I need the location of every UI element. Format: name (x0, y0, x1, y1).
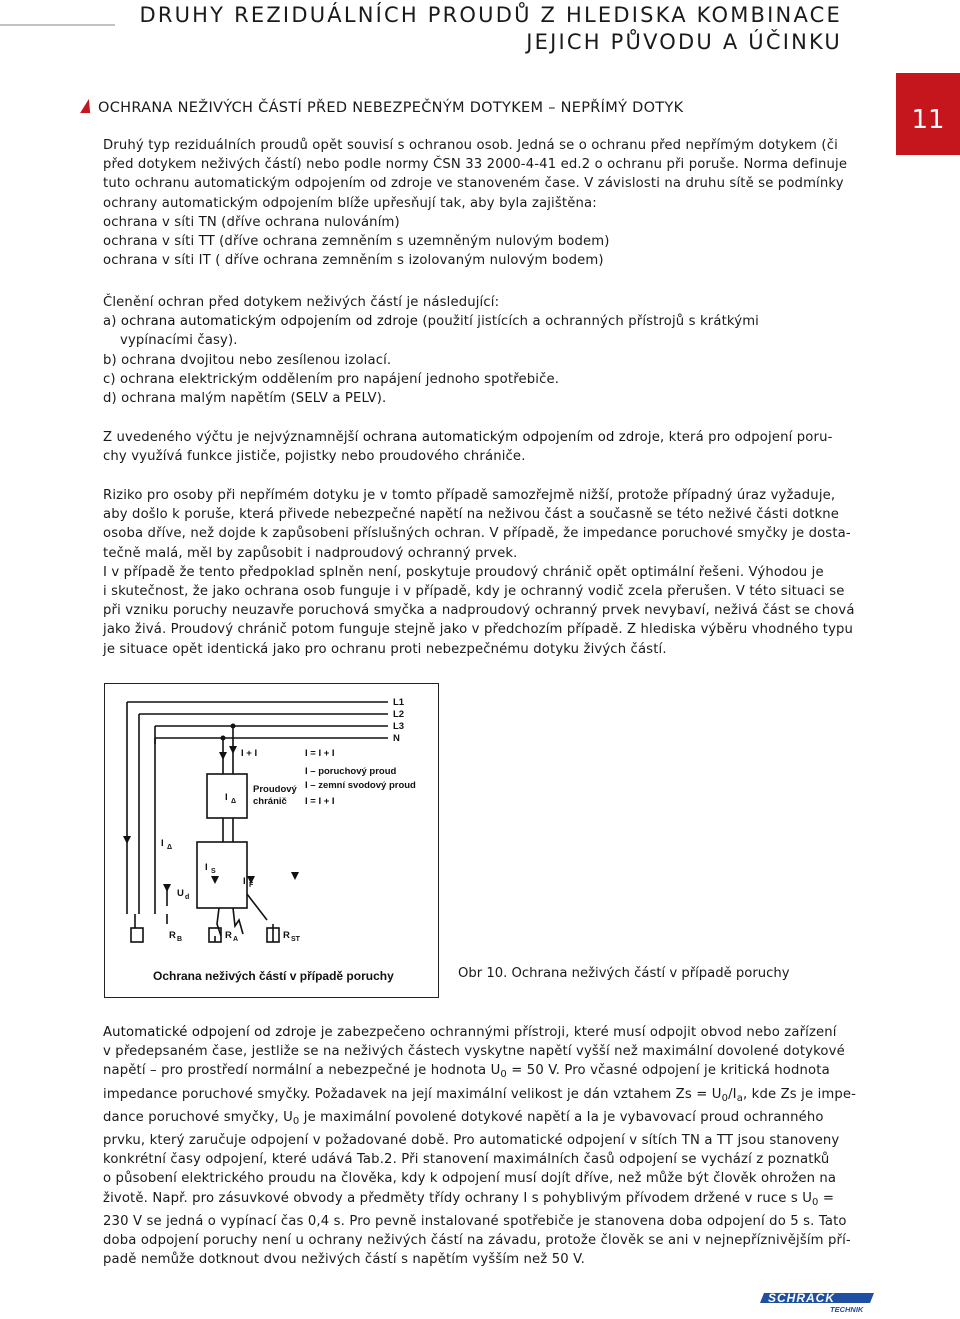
text-run: = (818, 1190, 835, 1206)
summary-post: která pro odpojení poru- (664, 430, 833, 445)
text-line: padě nemůže dotknout dvou neživých částí s napětím vyšším než 50 V. (103, 1252, 585, 1268)
division-lead: Členění ochran před dotykem neživých částí je následující: (103, 295, 500, 310)
intro-paragraph (103, 136, 873, 270)
text-line: doba odpojení poruchy není u ochrany neživých částí na závadu, protože člověk se ani v nejnepříznivějším pří- (103, 1233, 851, 1249)
logo-subtext: TECHNIK (830, 1305, 864, 1314)
text-run: , kde Zs je impe- (743, 1086, 857, 1102)
subscript-label: A (233, 936, 239, 943)
legend-item: I – zemní svodový proud (305, 780, 416, 791)
list-item-b: b) ochrana dvojitou nebo zesílenou izolací. (103, 352, 392, 368)
subscript: 0 (500, 1069, 507, 1081)
list-item-a-cont: vypínacími časy). (120, 333, 238, 349)
text-run: /I (728, 1086, 737, 1102)
summary-emph: ochrana automatickým odpojením od zdroje, (362, 430, 665, 445)
text-line: i skutečnost, že jako ochrana osob funguje i v případě, kdy je ochranný vodič zcela přerušen. V této situaci se (103, 584, 845, 600)
text-line: Riziko pro osoby při nepřímém dotyku je v tomto případě samozřejmě nižší, protože případný úraz vyžaduje, (103, 488, 836, 503)
text-line: konkrétní časy odpojení, které udává Tab.2. Při stanovení maximálních časů odpojení se vychází z poznatků (103, 1152, 830, 1168)
list-item-c: c) ochrana elektrickým oddělením pro napájení jednoho spotřebiče. (103, 371, 560, 387)
text-run: je maximální povolené dotykové napětí a Ia je vybavovací proud ochranného (299, 1109, 824, 1125)
phase-label: L2 (393, 709, 405, 720)
text-line: aby došlo k poruše, která přivede nebezpečné napětí na neživou část a současně se této neživé části dotkne (103, 507, 840, 523)
division-list (103, 293, 873, 408)
fault-current-label: I (243, 876, 246, 887)
subscript-label: S (211, 868, 216, 875)
text-line: prvku, který zaručuje odpojení v požadované době. Pro automatické odpojení v sítích TN a TT jsou stanoveny (103, 1133, 840, 1149)
logo-mark (758, 1290, 878, 1314)
subscript: a (736, 1092, 743, 1104)
subscript-label: F (249, 882, 254, 889)
text-line (103, 1085, 873, 1108)
text-line (103, 1108, 873, 1131)
text-line (103, 1189, 873, 1212)
text-line: při vzniku poruchy neuzavře poruchová smyčka a nadproudový ochranný prvek nevybaví, neživá část se chová (103, 603, 855, 619)
text-line: chy využívá funkce jističe, pojistky nebo proudového chrániče. (103, 449, 526, 465)
section-heading (82, 99, 683, 116)
subscript: 0 (812, 1196, 819, 1208)
resistance-label: R (169, 930, 176, 941)
circuit-diagram (105, 684, 438, 997)
text-run: napětí – pro prostředí normální a nebezpečné je hodnota U (103, 1063, 501, 1079)
page-title-line-2: JEJICH PŮVODU A ÚČINKU (526, 30, 842, 54)
page-title (82, 2, 842, 56)
text-line: ochrana v síti TN (dříve ochrana nulováním) (103, 214, 400, 230)
legend-item: I = I + I (305, 748, 335, 759)
summary-paragraph (103, 428, 873, 466)
summary-pre: Z uvedeného výčtu je nejvýznamnější (103, 430, 363, 445)
text-line: jako živá. Proudový chránič potom funguje stejně jako v předchozím případě. Z hlediska výběru vhodného typu (103, 622, 854, 638)
chapter-tab[interactable]: 11 (896, 73, 960, 155)
text-line: je situace opět identická jako pro ochranu proti nebezpečnému dotyku živých částí. (103, 641, 667, 657)
auto-disconnect-paragraph (103, 1023, 873, 1269)
text-line: 230 V se jedná o vypínací čas 0,4 s. Pro pevně instalované spotřebiče je stanovena doba odpojení do 5 s. Tato (103, 1213, 847, 1229)
text-line: tečně malá, měl by zapůsobit i nadproudový ochranný prvek. (103, 545, 518, 561)
subscript-label: Δ (167, 844, 173, 851)
section-heading-text: OCHRANA NEŽIVÝCH ČÁSTÍ PŘED NEBEZPEČNÝM DOTYKEM – NEPŘÍMÝ DOTYK (98, 100, 684, 116)
text-run: impedance poruchové smyčky. Požadavek na její maximální velikost je dán vztahem Zs = U (103, 1086, 722, 1102)
text-run: je zabezpečeno ochrannými přístroji, které musí odpojit obvod nebo zařízení (316, 1025, 837, 1040)
subscript-label: B (177, 936, 183, 943)
text-run: životě. Např. pro zásuvkové obvody a předměty třídy ochrany I s pohyblivým přívodem držené v ruce s U (103, 1190, 813, 1206)
phase-label: N (393, 733, 400, 744)
resistance-label: R (283, 930, 290, 941)
rcd-label: chránič (253, 796, 287, 807)
page-title-line-1: DRUHY REZIDUÁLNÍCH PROUDŮ Z HLEDISKA KOMBINACE (139, 3, 842, 27)
text-line: o působení elektrického proudu na člověka, kdy k odpojení musí dojít dříve, než může být člověk ohrožen na (103, 1171, 837, 1187)
legend-item: I – poruchový proud (305, 766, 397, 777)
resistance-label: R (225, 930, 232, 941)
list-item-a (103, 312, 873, 331)
text-line: ochrana v síti TT (dříve ochrana zemněním s uzemněným nulovým bodem) (103, 234, 610, 250)
subscript: 0 (721, 1092, 729, 1104)
text-line: v předepsaném čase, jestliže se na neživých částech vyskytne napětí vyšší než maximální dovolené dotykové (103, 1044, 845, 1060)
text-line: před dotykem neživých částí) nebo podle normy ČSN 33 2000-4-41 ed.2 o ochranu při poruše. Norma definuje (103, 157, 848, 173)
figure-circuit-diagram (104, 683, 439, 998)
text-line: I v případě že tento předpoklad splněn není, poskytuje proudový chránič opět optimální řešeni. Výhodou je (103, 564, 824, 580)
subscript-label: ST (291, 936, 300, 943)
section-marker-icon (80, 99, 94, 113)
list-item-a-emph: ochrana automatickým odpojením od zdroje (120, 314, 419, 330)
legend-item: I + I (241, 748, 258, 759)
schrack-logo (758, 1290, 878, 1314)
text-line (103, 1061, 873, 1084)
text-line: ochrany automatickým odpojením blíže upřesňují tak, aby byla zajištěna: (103, 195, 597, 211)
logo-text: SCHRACK (768, 1291, 835, 1305)
text-line: ochrana v síti IT ( dříve ochrana zemněním s izolovaným nulovým bodem) (103, 253, 604, 269)
rcd-current-label: I (225, 792, 228, 803)
phase-label: L3 (393, 721, 405, 732)
text-run: = 50 V. Pro včasné odpojení je kritická hodnota (506, 1063, 830, 1079)
list-item-a-rest: (použití jistících a ochranných přístrojů s krátkými (418, 314, 760, 330)
list-item-d: d) ochrana malým napětím (SELV a PELV). (103, 391, 387, 407)
figure-title: Ochrana neživých částí v případě poruchy (153, 969, 394, 983)
phase-label: L1 (393, 697, 405, 708)
subscript-label: d (185, 894, 190, 901)
auto-emph: Automatické odpojení od zdroje (103, 1025, 317, 1040)
list-prefix: a) (103, 314, 121, 330)
text-line: Druhý typ reziduálních proudů opět souvisí s ochranou osob. Jedná se o ochranu před nepřímým dotykem (či (103, 138, 838, 153)
figure-caption: Obr 10. Ochrana neživých částí v případě poruchy (458, 966, 790, 981)
text-line (103, 428, 873, 447)
text-run: dance poruchové smyčky, U (103, 1109, 293, 1125)
text-line: osoba dříve, než dojde k zapůsobeni příslušných ochran. V případě, že impedance poruchové smyčky je dosta- (103, 526, 851, 542)
subscript: 0 (292, 1115, 300, 1127)
text-line (103, 1023, 873, 1042)
risk-paragraph (103, 486, 873, 659)
text-line: tuto ochranu automatickým odpojením od zdroje ve stanoveném čase. V závislosti na druhu sítě se podmínky (103, 176, 844, 192)
fault-current-label: I (161, 838, 164, 849)
voltage-label: U (177, 888, 184, 899)
legend-item: I = I + I (305, 796, 335, 807)
subscript-label: Δ (231, 798, 237, 805)
leakage-current-label: I (205, 862, 208, 873)
rcd-label: Proudový (253, 784, 297, 795)
